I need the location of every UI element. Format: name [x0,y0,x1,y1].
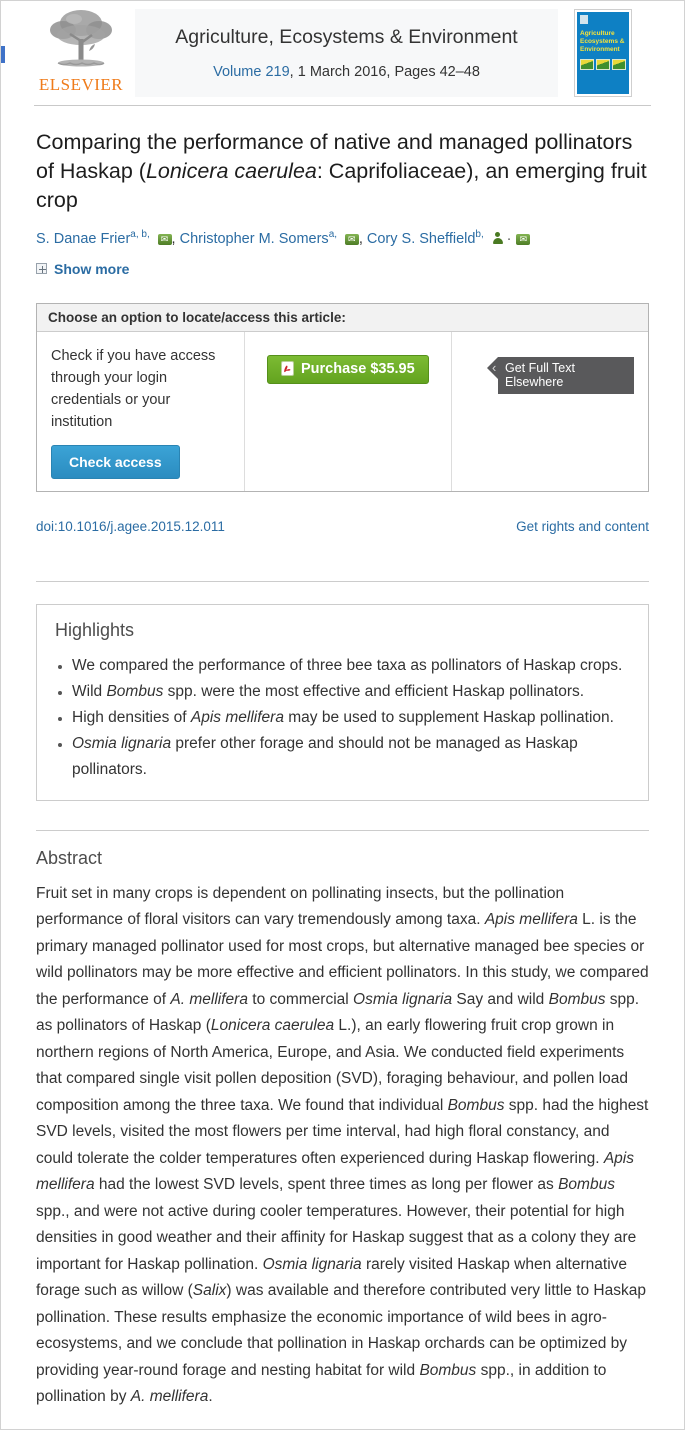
author-separator: , [171,230,180,247]
journal-header [1,1,684,105]
author-list [36,229,649,247]
volume-link[interactable]: Volume 219 [213,64,290,80]
highlights-list [58,653,630,783]
doi-link[interactable]: doi:10.1016/j.agee.2015.12.011 [36,518,225,534]
cover-journal-name: Agriculture Ecosystems & Environment [580,30,625,53]
elsevier-wordmark: ELSEVIER [38,75,124,94]
highlight-item: • Wild Bombus spp. were the most effective and efficient Haskap pollinators. [72,679,630,705]
header-divider [34,105,651,106]
highlight-item: • Osmia lignaria prefer other forage and should not be managed as Haskap pollinators. [72,731,630,783]
author [367,231,531,247]
browser-edge-tab [1,46,5,63]
highlights-box [36,604,649,801]
corresponding-author-icon[interactable] [493,232,503,244]
elsevier-tree-icon [44,7,118,69]
access-elsewhere-column [452,332,648,491]
purchase-button[interactable] [267,355,429,384]
journal-cover-art [577,12,629,94]
journal-cover-thumbnail[interactable] [574,9,632,97]
issue-info: , 1 March 2016, Pages 42–48 [289,64,480,80]
chevron-left-icon: ‹ [492,359,497,375]
author [180,231,359,247]
check-access-button[interactable]: Check access [51,445,180,479]
pdf-icon [281,361,294,376]
section-divider [36,581,649,582]
abstract-text: Fruit set in many crops is dependent on pollinating insects, but the pollination performance of floral visitors can vary tremendously among taxa. Apis mellifera L. is the primary managed pollinator used for most crops, but alternative managed bee species or wild pollinators may be more effective and efficient pollinators. In this study, we compared the performance of A. mellifera to commercial Osmia lignaria Say and wild Bombus spp. as pollinators of Haskap (Lonicera caerulea L.), an early flowering fruit crop grown in northern regions of North America, Europe, and Asia. We conducted field experiments that compared single visit pollen deposition (SVD), foraging behaviour, and pollen load composition among the three taxa. We found that individual Bombus spp. had the highest SVD levels, visited the most flowers per time interval, had high floral constancy, and could tolerate the colder temperatures often experienced during Haskap flowering. Apis mellifera had the lowest SVD levels, spent three times as long per flower as Bombus spp., and were not active during cooler temperatures. However, their potential for high densities in good weather and their affinity for Haskap suggest that as a colony they are important for Haskap pollination. Osmia lignaria rarely visited Haskap when alternative forage such as willow (Salix) was available and therefore contributed very little to Haskap pollination. These results emphasize the economic importance of wild bees in agro-ecosystems, and we conclude that pollination in Haskap orchards can be optimized by providing year-round forage and nesting habitat for wild Bombus spp., in addition to pollination by A. mellifera. [36,884,649,1406]
journal-title[interactable]: Agriculture, Ecosystems & Environment [175,26,518,48]
author-separator: , [358,230,367,247]
access-purchase-column [245,332,452,491]
purchase-label: Purchase $35.95 [301,360,415,377]
author-link[interactable]: S. Danae Frier [36,230,131,247]
author-affiliation-sup: b, [475,229,487,240]
article-title: Comparing the performance of native and managed pollinators of Haskap (Lonicera caerulea: Caprifoliaceae), an emerging fruit crop [36,130,647,212]
show-more-label: Show more [54,260,130,277]
access-options-box [36,303,649,492]
show-more-button[interactable] [36,261,649,277]
abstract-heading: Abstract [36,847,103,868]
access-box-header: Choose an option to locate/access this article: [37,304,648,332]
cover-publisher-mark-icon [580,15,588,24]
email-icon[interactable]: ✉ [345,234,359,245]
section-divider [36,830,649,831]
get-full-text-elsewhere-button[interactable] [492,357,634,394]
access-login-text: Check if you have access through your login credentials or your institution [51,347,216,430]
email-icon[interactable]: ✉ [158,234,172,245]
author-affiliation-sup: a, b, [130,229,153,240]
cover-field-images [580,59,626,70]
email-icon[interactable]: ✉ [516,234,530,245]
elsewhere-label: Get Full Text Elsewhere [505,360,575,389]
access-box-body [37,332,648,491]
doi-row [36,519,649,534]
get-rights-link[interactable]: Get rights and content [516,518,649,534]
author-link[interactable]: Cory S. Sheffield [366,230,476,247]
author [36,231,172,247]
highlights-heading: Highlights [55,619,135,640]
highlight-item: • High densities of Apis mellifera may be used to supplement Haskap pollination. [72,705,630,731]
volume-issue-line [213,64,480,80]
author-affiliation-sup: a, [328,229,340,240]
expand-plus-icon [36,263,47,274]
highlight-item: • We compared the performance of three bee taxa as pollinators of Haskap crops. [72,653,630,679]
elsevier-logo[interactable] [31,7,131,95]
author-link[interactable]: Christopher M. Somers [179,230,329,247]
icon-separator: · [502,230,512,247]
access-login-column [37,332,245,491]
journal-banner [135,9,558,97]
article-content [1,128,684,1429]
